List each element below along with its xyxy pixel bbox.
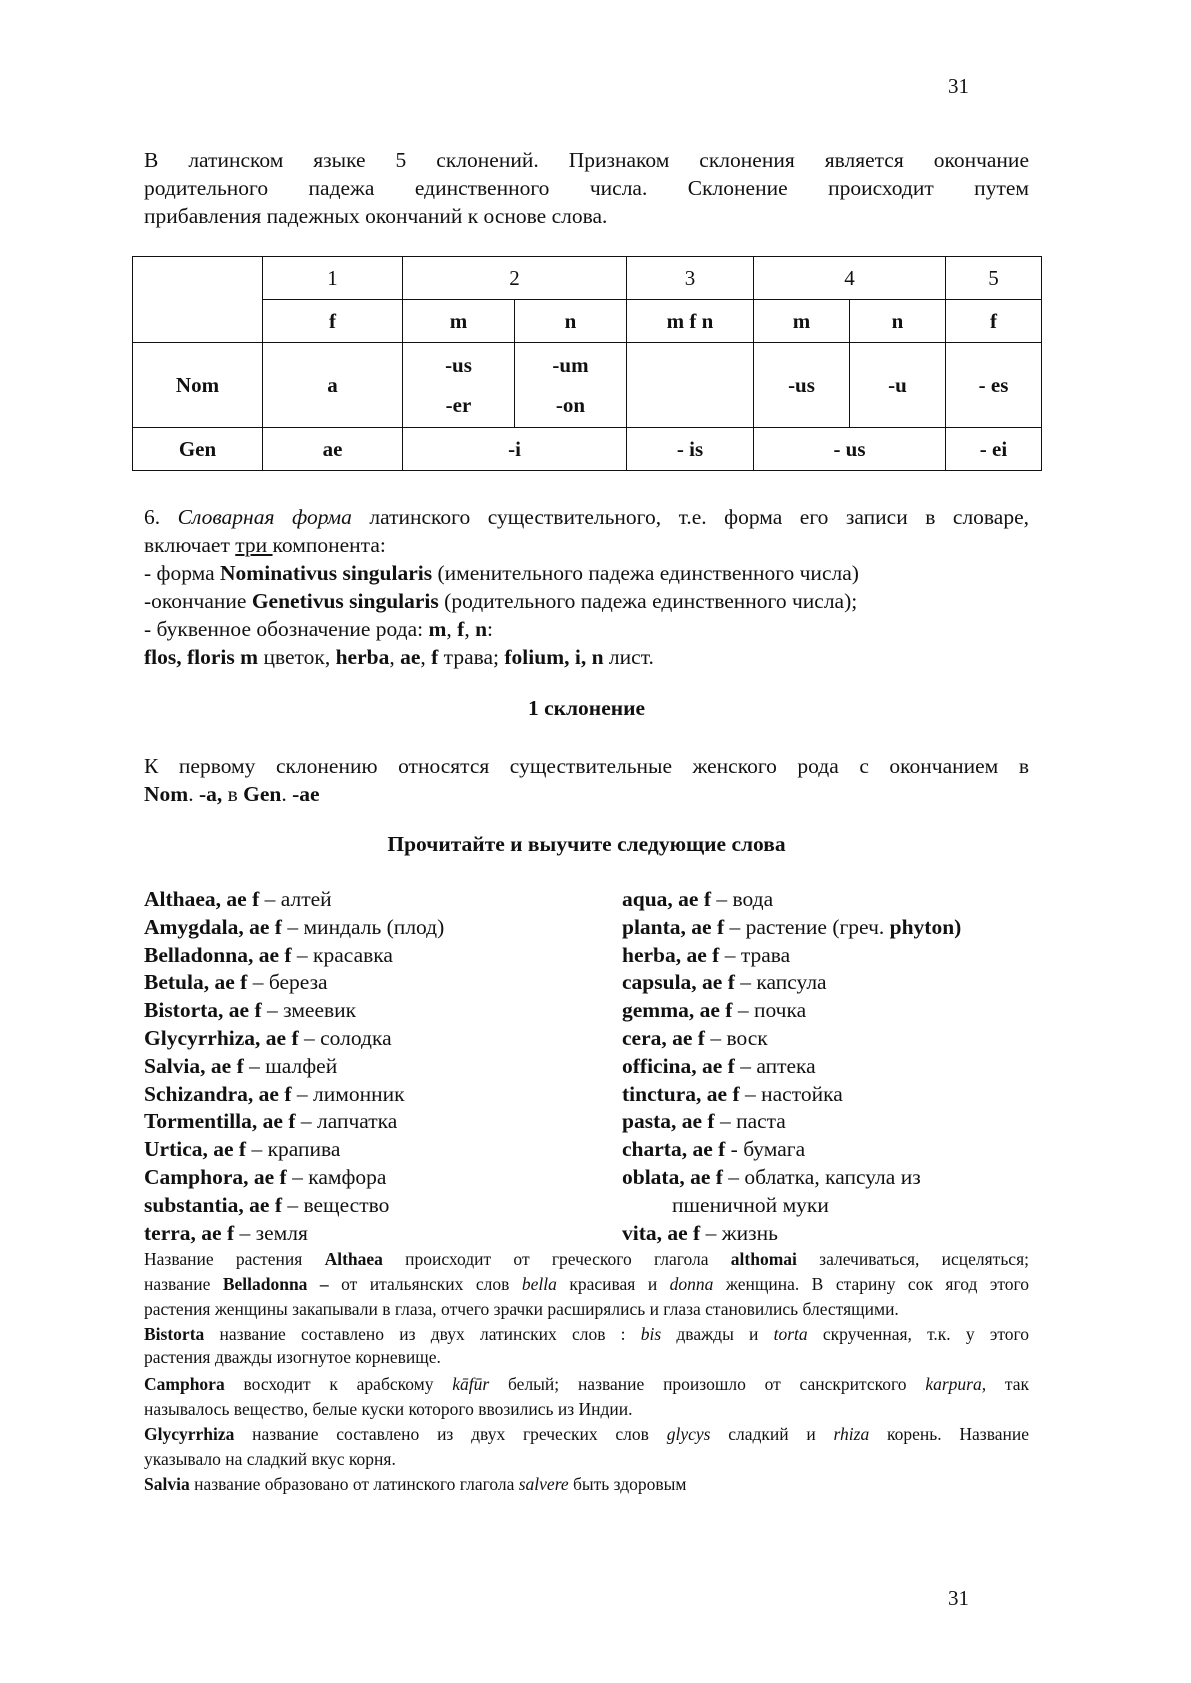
latin-word: Urtica, ae f <box>144 1137 247 1162</box>
italic-term: kāfūr <box>452 1374 490 1394</box>
item-number: 6. <box>144 505 178 529</box>
decl-header-5: 5 <box>946 257 1042 300</box>
text: скрученная, т.к. у этого <box>807 1324 1029 1344</box>
latin-word: pasta, ae f <box>622 1109 715 1134</box>
vocab-entry <box>144 1136 604 1164</box>
text: белый; название произошло от санскритского <box>489 1374 926 1394</box>
text: так <box>986 1374 1029 1394</box>
vocab-entry <box>144 997 604 1025</box>
nom-cell: -us <box>754 343 850 428</box>
dict-line <box>144 615 1029 643</box>
bold-term: -ae <box>292 782 320 806</box>
bold-term: Nom <box>144 782 189 806</box>
nom-label: Nom <box>133 343 263 428</box>
note-line: растения женщины закапывали в глаза, отчего зрачки расширялись и глаза становились блестящими. <box>144 1299 899 1319</box>
text: (именительного падежа единственного числа) <box>432 561 859 585</box>
note-line <box>144 1472 1029 1497</box>
bold-term: Bistorta <box>144 1324 205 1344</box>
text: название составлено из двух латинских слов : <box>204 1324 641 1344</box>
text: происходит от греческого глагола <box>382 1249 731 1269</box>
gen-cell: - is <box>627 428 754 471</box>
translation: – солодка <box>298 1025 392 1050</box>
vocab-entry <box>622 1081 1042 1109</box>
vocab-entry <box>144 1025 604 1053</box>
text: лист. <box>603 645 654 669</box>
dict-line <box>144 503 1029 531</box>
text: название составлено из двух греческих слов <box>234 1424 667 1444</box>
italic-term: torta <box>773 1324 808 1344</box>
intro-line: родительного падежа единственного числа. Склонение происходит путем <box>144 176 1029 200</box>
nom-cell: -u <box>850 343 946 428</box>
translation: – вещество <box>281 1192 390 1217</box>
bold-term: Nominativus singularis <box>220 561 433 585</box>
latin-word: Camphora, ae f <box>144 1164 287 1189</box>
text: -окончание <box>144 589 252 613</box>
italic-term: rhiza <box>833 1424 870 1444</box>
vocab-entry <box>144 1081 604 1109</box>
bold-term: Althaea <box>324 1249 383 1269</box>
translation: – жизнь <box>700 1220 778 1245</box>
bold-term: f <box>457 617 465 641</box>
bold-term: Belladonna – <box>222 1274 342 1294</box>
latin-word: cera, ae f <box>622 1025 705 1050</box>
term: Словарная форма <box>177 505 352 529</box>
translation: пшеничной муки <box>672 1192 829 1217</box>
vocab-heading: Прочитайте и выучите следующие слова <box>387 832 786 856</box>
bold-term: Genetivus singularis <box>251 589 439 613</box>
dictionary-form-paragraph <box>144 503 1029 671</box>
bold-term: Salvia <box>144 1474 190 1494</box>
vocab-entry <box>622 1025 1042 1053</box>
latin-word: Bistorta, ae f <box>144 998 262 1023</box>
bold-term: althomai <box>730 1249 797 1269</box>
text: , <box>389 645 401 669</box>
translation: – почка <box>732 998 807 1023</box>
latin-word: herba, ae f <box>622 942 720 967</box>
vocab-entry <box>622 997 1042 1025</box>
translation: – растение (греч. <box>724 914 890 939</box>
italic-term: bella <box>521 1274 557 1294</box>
note-line <box>144 1272 1029 1297</box>
note-line <box>144 1422 1029 1447</box>
latin-word: planta, ae f <box>622 914 725 939</box>
translation: – облатка, капсула из <box>722 1164 921 1189</box>
translation: – камфора <box>286 1164 387 1189</box>
nom-cell <box>515 343 627 428</box>
latin-word: Betula, ae f <box>144 970 248 995</box>
translation: – воск <box>704 1025 768 1050</box>
page-number-bottom: 31 <box>948 1586 969 1610</box>
vocab-entry <box>144 1220 604 1248</box>
gender-cell: f <box>946 300 1042 343</box>
declension-table <box>132 256 1042 471</box>
translation: – шалфей <box>243 1053 338 1078</box>
bold-term: m <box>428 617 447 641</box>
translation: – алтей <box>259 887 332 911</box>
latin-word: Belladonna, ae f <box>144 942 292 967</box>
latin-word: capsula, ae f <box>622 970 735 995</box>
nom-ending: -on <box>555 393 586 417</box>
dict-line <box>144 531 1029 559</box>
bold-term: f <box>431 645 439 669</box>
vocab-entry <box>144 1108 604 1136</box>
vocab-entry <box>144 1053 604 1081</box>
latin-word: Glycyrrhiza, ae f <box>144 1025 299 1050</box>
etymology-notes <box>144 1247 1029 1497</box>
vocab-entry <box>622 942 1042 970</box>
translation: – змеевик <box>261 998 357 1023</box>
dict-line <box>144 559 1029 587</box>
vocab-entry <box>622 1220 1042 1248</box>
bold-term: Camphora <box>144 1374 225 1394</box>
text: , <box>446 617 458 641</box>
text: корень. Название <box>869 1424 1029 1444</box>
decl-header-4: 4 <box>754 257 946 300</box>
gen-label: Gen <box>133 428 263 471</box>
latin-word: officina, ae f <box>622 1053 735 1078</box>
section-paragraph <box>144 752 1029 808</box>
translation: – капсула <box>734 970 827 995</box>
vocab-entry <box>622 886 1042 914</box>
nom-cell <box>627 343 754 428</box>
underlined-text: три <box>235 533 273 557</box>
italic-term: salvere <box>518 1474 569 1494</box>
translation: – настойка <box>739 1081 843 1106</box>
translation: – земля <box>234 1220 308 1245</box>
text: : <box>487 617 494 641</box>
nom-ending: -er <box>445 393 472 417</box>
text: восходит к арабскому <box>224 1374 453 1394</box>
latin-word: Amygdala, ae f <box>144 914 282 939</box>
text: . <box>188 782 199 806</box>
nom-cell: - es <box>946 343 1042 428</box>
nom-ending: -us <box>445 353 472 377</box>
text: , <box>420 645 432 669</box>
text: женщина. В старину сок ягод этого <box>713 1274 1029 1294</box>
dict-line <box>144 643 1029 671</box>
text: компонента: <box>272 533 386 557</box>
gen-cell: -i <box>403 428 627 471</box>
translation: – аптека <box>734 1053 816 1078</box>
decl-header-2: 2 <box>403 257 627 300</box>
table-corner-cell <box>133 257 263 343</box>
translation: – миндаль (плод) <box>281 914 445 939</box>
text: включает <box>144 533 236 557</box>
note-line <box>144 1247 1029 1272</box>
vocab-entry <box>622 1164 1042 1192</box>
vocab-entry <box>144 942 604 970</box>
text: быть здоровым <box>568 1474 687 1494</box>
bold-term: folium, i, n <box>504 645 604 669</box>
latin-word: oblata, ae f <box>622 1164 723 1189</box>
dict-line <box>144 587 1029 615</box>
text: название образовано от латинского глагола <box>189 1474 519 1494</box>
text: , <box>464 617 476 641</box>
nom-cell: a <box>263 343 403 428</box>
bold-term: -a, <box>198 782 223 806</box>
translation: – лапчатка <box>295 1109 398 1134</box>
latin-word: substantia, ae f <box>144 1192 282 1217</box>
bold-term: Glycyrrhiza <box>144 1424 235 1444</box>
nom-cell <box>403 343 515 428</box>
text: Название растения <box>144 1249 325 1269</box>
vocab-entry <box>622 914 1042 942</box>
vocab-entry <box>144 886 604 914</box>
vocab-entry <box>622 1136 1042 1164</box>
page-number-top: 31 <box>948 74 969 98</box>
text: - буквенное обозначение рода: <box>144 617 429 641</box>
gen-cell: - ei <box>946 428 1042 471</box>
italic-term: karpura, <box>925 1374 987 1394</box>
bold-term: Gen <box>243 782 282 806</box>
bold-term: herba <box>335 645 390 669</box>
vocab-entry <box>622 1108 1042 1136</box>
decl-header-3: 3 <box>627 257 754 300</box>
section-heading: 1 склонение <box>527 696 646 720</box>
vocab-entry <box>622 1192 1042 1220</box>
vocab-list-left <box>144 886 604 1247</box>
decl-header-1: 1 <box>263 257 403 300</box>
latin-word: tinctura, ae f <box>622 1081 740 1106</box>
note-line <box>144 1322 1029 1347</box>
latin-word: Tormentilla, ae f <box>144 1109 296 1134</box>
text: дважды и <box>661 1324 774 1344</box>
latin-word: gemma, ae f <box>622 998 733 1023</box>
section-line <box>144 780 1029 808</box>
note-line <box>144 1372 1029 1397</box>
gender-cell: m f n <box>627 300 754 343</box>
translation: – трава <box>719 942 791 967</box>
intro-paragraph <box>144 146 1029 230</box>
text: залечиваться, исцеляться; <box>796 1249 1029 1269</box>
gender-cell: m <box>754 300 850 343</box>
text: латинского существительного, т.е. форма его записи в словаре, <box>351 505 1029 529</box>
greek-word: phyton) <box>889 914 962 939</box>
text: от итальянских слов <box>341 1274 522 1294</box>
vocab-list-right <box>622 886 1042 1247</box>
italic-term: glycys <box>666 1424 711 1444</box>
vocab-entry <box>144 1192 604 1220</box>
italic-term: bis <box>640 1324 662 1344</box>
nom-ending: -um <box>552 353 589 377</box>
text: (родительного падежа единственного числа); <box>438 589 858 613</box>
gender-cell: m <box>403 300 515 343</box>
italic-term: donna <box>669 1274 714 1294</box>
translation: – паста <box>714 1109 786 1134</box>
gen-cell: ae <box>263 428 403 471</box>
latin-word: Althaea, ae f <box>144 887 260 911</box>
vocab-entry <box>622 1053 1042 1081</box>
translation: – береза <box>247 970 328 995</box>
vocab-entry <box>144 969 604 997</box>
text: цветок, <box>258 645 336 669</box>
latin-word: Schizandra, ae f <box>144 1081 292 1106</box>
gender-cell: n <box>515 300 627 343</box>
text: название <box>144 1274 223 1294</box>
latin-word: charta, ae f <box>622 1137 726 1162</box>
latin-word: terra, ae f <box>144 1220 235 1245</box>
vocab-entry <box>144 1164 604 1192</box>
translation: – крапива <box>246 1137 341 1162</box>
text: трава; <box>438 645 505 669</box>
text: - форма <box>144 561 221 585</box>
bold-term: flos, floris m <box>144 645 259 669</box>
text: в <box>222 782 244 806</box>
note-line: указывало на сладкий вкус корня. <box>144 1449 396 1469</box>
translation: - бумага <box>725 1137 806 1162</box>
vocab-entry <box>144 914 604 942</box>
latin-word: vita, ae f <box>622 1220 701 1245</box>
gen-cell: - us <box>754 428 946 471</box>
note-line: растения дважды изогнутое корневище. <box>144 1347 441 1367</box>
intro-line: В латинском языке 5 склонений. Признаком склонения является окончание <box>144 148 1029 172</box>
translation: – красавка <box>291 942 393 967</box>
bold-term: n <box>475 617 488 641</box>
gender-cell: f <box>263 300 403 343</box>
intro-line: прибавления падежных окончаний к основе слова. <box>144 204 608 228</box>
text: . <box>281 782 293 806</box>
translation: – вода <box>711 887 774 911</box>
bold-term: ae <box>400 645 421 669</box>
gender-cell: n <box>850 300 946 343</box>
vocab-entry <box>622 969 1042 997</box>
text: красивая и <box>556 1274 670 1294</box>
section-line: К первому склонению относятся существительные женского рода с окончанием в <box>144 754 1029 778</box>
latin-word: aqua, ae f <box>622 887 711 911</box>
translation: – лимонник <box>291 1081 405 1106</box>
note-line: называлось вещество, белые куски которого ввозились из Индии. <box>144 1399 633 1419</box>
text: сладкий и <box>710 1424 834 1444</box>
latin-word: Salvia, ae f <box>144 1053 244 1078</box>
